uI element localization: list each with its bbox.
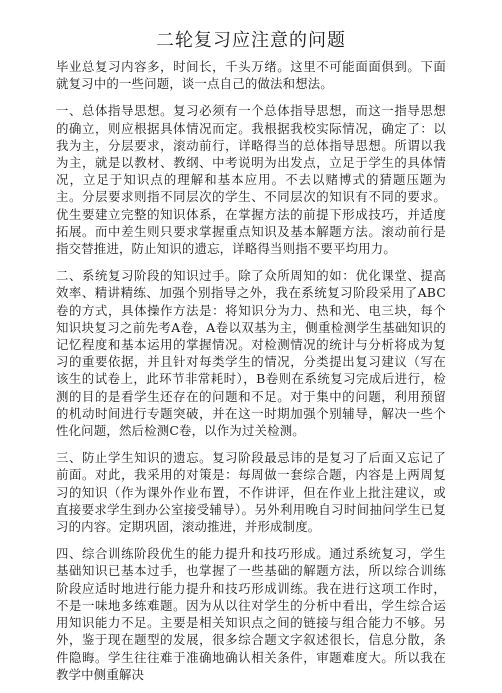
section-2-paragraph: 二、系统复习阶段的知识过手。除了众所周知的如：优化课堂、提高效率、精讲精练、加强个别指导之外，我在系统复习阶段采用了ABC卷的方式，具体操作方法是：将知识分为力、热和光、电三块，每个知识块复习之前先考A卷，A卷以双基为主，侧重检测学生基础知识的记忆程度和基本运用的掌握情况。对检测情况的统计与分析将成为复习的重要依据，并且针对每类学生的情况，分类提出复习建议（写在该生的试卷上，此环节非常耗时），B卷则在系统复习完成后进行，检测的目的是看学生还存在的问题和不足。对于集中的问题，利用预留的机动时间进行专题突破，并在这一时期加强个别辅导，解决一些个性化问题，然后检测C卷，以作为过关检测。 bbox=[56, 268, 446, 439]
intro-paragraph: 毕业总复习内容多，时间长，千头万绪。这里不可能面面俱到。下面就复习中的一些问题，谈一点自己的做法和想法。 bbox=[56, 59, 446, 92]
document-title: 二轮复习应注意的问题 bbox=[156, 30, 346, 51]
document-body bbox=[56, 58, 446, 693]
section-3-paragraph: 三、防止学生知识的遗忘。复习阶段最忌讳的是复习了后面又忘记了前面。对此，我采用的对策是：每周做一套综合题，内容是上两周复习的知识（作为课外作业布置，不作讲评，但在作业上批注建议，或直接要求学生到办公室接受辅导）。另外利用晚自习时间抽问学生已复习的内容。定期巩固，滚动推进，并形成制度。 bbox=[56, 450, 446, 535]
section-4-paragraph: 四、综合训练阶段优生的能力提升和技巧形成。通过系统复习，学生基础知识已基本过手，也掌握了一些基础的解题方法，所以综合训练阶段应适时地进行能力提升和技巧形成训练。我在进行这项工作时，不是一味地多练难题。因为从以往对学生的分析中看出，学生综合运用知识能力不足。主要是相关知识点之间的链接与组合能力不够。另外，鉴于现在题型的发展，很多综合题文字叙述很长，信息分散，条件隐晦。学生往往难于准确地确认相关条件，审题难度大。所以我在教学中侧重解决 bbox=[56, 546, 446, 682]
section-1-paragraph: 一、总体指导思想。复习必须有一个总体指导思想，而这一指导思想的确立，则应根据具体情况而定。我根据我校实际情况，确定了：以我为主，分层要求，滚动前行，详略得当的总体指导思想。所谓以我为主，就是以教材、教纲、中考说明为出发点，立足于学生的具体情况，立足于知识点的理解和基本应用。不去以赌博式的猜题压题为主。分层要求则指不同层次的学生、不同层次的知识有不同的要求。优生要建立完整的知识体系，在掌握方法的前提下形成技巧，并适度拓展。而中差生则只要求掌握重点知识及基本解题方法。滚动前行是指交替推进，防止知识的遗忘，详略得当则指不要平均用力。 bbox=[56, 103, 446, 257]
